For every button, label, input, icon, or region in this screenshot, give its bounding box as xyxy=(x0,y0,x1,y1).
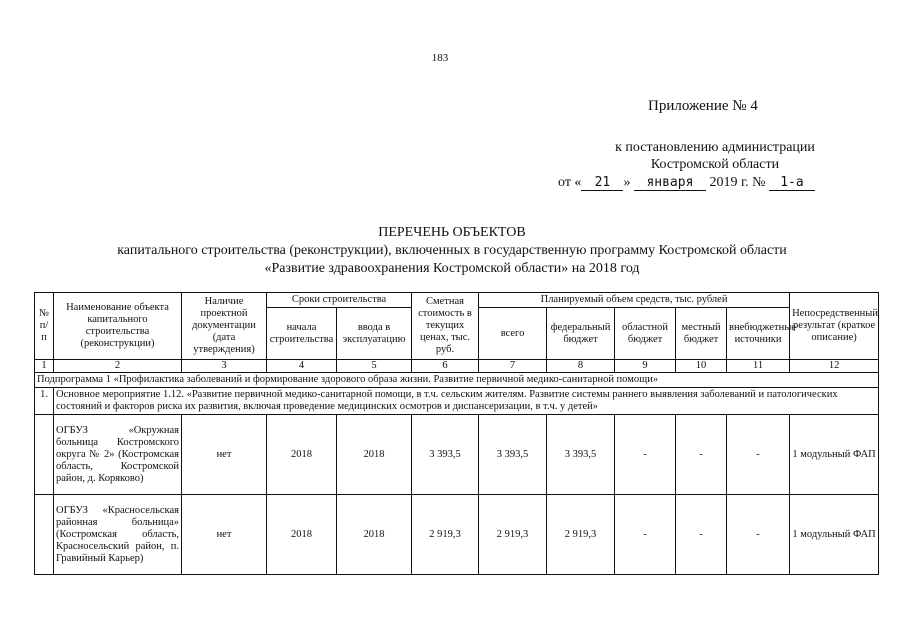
regional-funds: - xyxy=(615,415,676,495)
table-row xyxy=(35,495,879,575)
objects-table xyxy=(34,292,879,575)
local-funds: - xyxy=(676,495,727,575)
header-cost: Сметная стоимость в текущих ценах, тыс. руб. xyxy=(412,293,479,360)
estimated-cost: 3 393,5 xyxy=(412,415,479,495)
offbudget-funds: - xyxy=(727,415,790,495)
start-year: 2018 xyxy=(267,415,337,495)
col-number: 9 xyxy=(615,360,676,373)
regional-funds: - xyxy=(615,495,676,575)
appendix-date-line xyxy=(558,175,815,191)
subprogram-row: Подпрограмма 1 «Профилактика заболеваний и формирование здорового образа жизни. Развитие первичной медико-санитарной помощи» xyxy=(35,373,879,388)
date-year: 2019 г. № xyxy=(709,175,766,190)
header-docs: Наличие проектной документации (дата утверждения) xyxy=(182,293,267,360)
total-funds: 2 919,3 xyxy=(479,495,547,575)
federal-funds: 2 919,3 xyxy=(547,495,615,575)
appendix-title: Приложение № 4 xyxy=(648,98,758,114)
date-day: 21 xyxy=(581,175,623,191)
commission-year: 2018 xyxy=(337,495,412,575)
header-regional: областной бюджет xyxy=(615,308,676,360)
object-name: ОГБУЗ «Красносельская районная больница» (Костромская область, Красносельский район, п. Гравийный Карьер) xyxy=(54,495,182,575)
col-number: 11 xyxy=(727,360,790,373)
direct-result: 1 модульный ФАП xyxy=(790,415,879,495)
row-num-cell xyxy=(35,415,54,495)
doc-title-line-2: капитального строительства (реконструкции), включенных в государственную программу Костромской области xyxy=(117,243,787,258)
col-number: 3 xyxy=(182,360,267,373)
estimated-cost: 2 919,3 xyxy=(412,495,479,575)
header-name: Наименование объекта капитального строительства (реконструкции) xyxy=(54,293,182,360)
header-result: Непосредственный результат (краткое описание) xyxy=(790,293,879,360)
header-start: начала строительства xyxy=(267,308,337,360)
header-terms: Сроки строительства xyxy=(267,293,412,308)
col-number: 5 xyxy=(337,360,412,373)
start-year: 2018 xyxy=(267,495,337,575)
col-number: 12 xyxy=(790,360,879,373)
appendix-line-1: к постановлению администрации xyxy=(615,140,815,155)
header-total: всего xyxy=(479,308,547,360)
col-number: 10 xyxy=(676,360,727,373)
date-mid: » xyxy=(623,175,631,190)
col-number: 4 xyxy=(267,360,337,373)
col-number: 1 xyxy=(35,360,54,373)
header-commission: ввода в эксплуатацию xyxy=(337,308,412,360)
decree-number: 1-а xyxy=(769,175,815,191)
project-docs: нет xyxy=(182,495,267,575)
federal-funds: 3 393,5 xyxy=(547,415,615,495)
page-number: 183 xyxy=(431,52,449,64)
col-number: 7 xyxy=(479,360,547,373)
doc-title-line-3: «Развитие здравоохранения Костромской области» на 2018 год xyxy=(264,261,640,276)
doc-title-line-1: ПЕРЕЧЕНЬ ОБЪЕКТОВ xyxy=(378,225,526,240)
measure-number: 1. xyxy=(35,388,54,415)
measure-description: Основное мероприятие 1.12. «Развитие первичной медико-санитарной помощи, в т.ч. сельским жителям. Развитие системы раннего выявления заболеваний и патологических состояний и факторов риска их развития, включая проведение медицинских осмотров и диспансеризации, в т.ч. у детей» xyxy=(54,388,879,415)
local-funds: - xyxy=(676,415,727,495)
total-funds: 3 393,5 xyxy=(479,415,547,495)
col-number: 6 xyxy=(412,360,479,373)
object-name: ОГБУЗ «Окружная больница Костромского округа № 2» (Костромская область, Костромской район, д. Коряково) xyxy=(54,415,182,495)
row-num-cell xyxy=(35,495,54,575)
header-offbudget: внебюджетные источники xyxy=(727,308,790,360)
commission-year: 2018 xyxy=(337,415,412,495)
direct-result: 1 модульный ФАП xyxy=(790,495,879,575)
appendix-line-2: Костромской области xyxy=(650,157,780,172)
date-month: января xyxy=(634,175,706,191)
header-federal: федеральный бюджет xyxy=(547,308,615,360)
header-local: местный бюджет xyxy=(676,308,727,360)
header-planned: Планируемый объем средств, тыс. рублей xyxy=(479,293,790,308)
col-number: 8 xyxy=(547,360,615,373)
header-num: № п/п xyxy=(35,293,54,360)
date-prefix: от « xyxy=(558,175,582,190)
project-docs: нет xyxy=(182,415,267,495)
offbudget-funds: - xyxy=(727,495,790,575)
table-row xyxy=(35,415,879,495)
col-number: 2 xyxy=(54,360,182,373)
